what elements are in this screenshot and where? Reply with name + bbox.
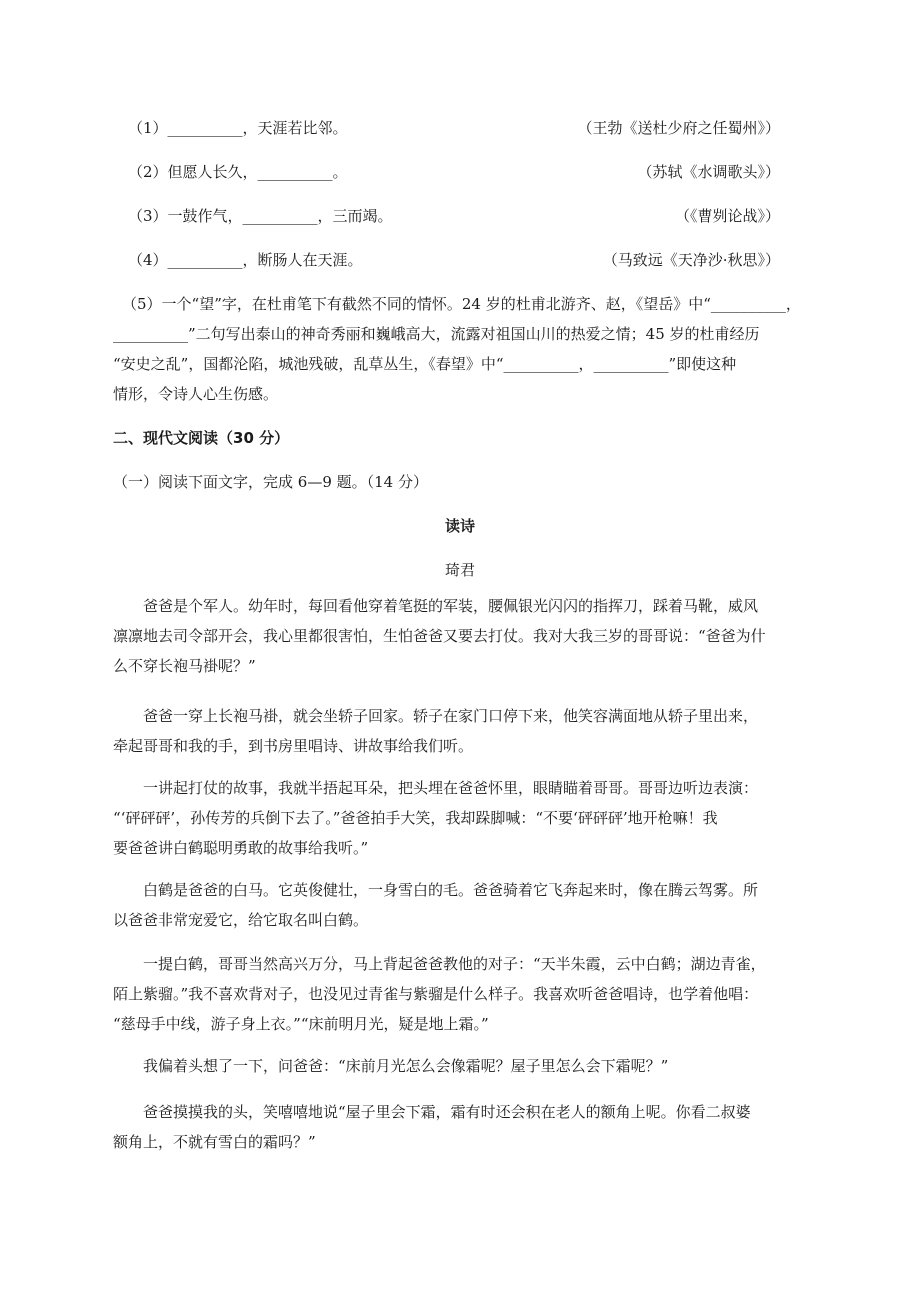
article-line: “‘砰砰砰’，孙传芳的兵倒下去了。”爸爸拍手大笑，我却跺脚喊：“不要‘砰砰砰’地开枪嘛！我 [113,809,718,827]
q5-line-4: 情形，令诗人心生伤感。 [113,385,279,403]
section-sub-heading: （一）阅读下面文字，完成 6—9 题。（14 分） [113,473,428,491]
article-line: 我偏着头想了一下，问爸爸：“床前月光怎么会像霜呢？屋子里怎么会下霜呢？” [143,1057,669,1075]
article-line: 凛凛地去司令部开会，我心里都很害怕，生怕爸爸又要去打仗。我对大我三岁的哥哥说：“爸爸为什 [113,627,766,645]
article-line: “慈母手中线，游子身上衣。”“床前明月光，疑是地上霜。” [113,1015,489,1033]
article-line: 一讲起打仗的故事，我就半捂起耳朵，把头埋在爸爸怀里，眼睛瞄着哥哥。哥哥边听边表演： [143,779,759,797]
article-line: 要爸爸讲白鹤聪明勇敢的故事给我听。” [113,839,369,857]
fill-in-source-1: （王勃《送杜少府之任蜀州》） [577,119,780,137]
article-line: 爸爸摸摸我的头，笑嘻嘻地说“屋子里会下霜，霜有时还会积在老人的额角上呢。你看二叔婆 [143,1103,751,1121]
article-line: 白鹤是爸爸的白马。它英俊健壮，一身雪白的毛。爸爸骑着它飞奔起来时，像在腾云驾雾。所 [143,881,759,899]
fill-in-item-4: （4）__________，断肠人在天涯。 [128,251,363,269]
q5-line-3: “安史之乱”，国都沦陷，城池残破，乱草丛生，《春望》中“__________，__________”即使这种 [113,355,737,373]
fill-in-source-4: （马致远《天净沙·秋思》） [602,251,780,269]
article-line: 么不穿长袍马褂呢？” [113,657,256,675]
fill-in-source-2: （苏轼《水调歌头》） [637,163,780,181]
article-line: 以爸爸非常宠爱它，给它取名叫白鹤。 [113,911,369,929]
fill-in-item-1: （1）__________，天涯若比邻。 [128,119,348,137]
section-heading: 二、现代文阅读（30 分） [113,429,290,447]
fill-in-item-2: （2）但愿人长久，__________。 [128,163,348,181]
article-line: 陌上紫骝。”我不喜欢背对子，也没见过青雀与紫骝是什么样子。我喜欢听爸爸唱诗，也学着他唱： [113,985,759,1003]
q5-line-1: （5）一个“望”字，在杜甫笔下有截然不同的情怀。24 岁的杜甫北游齐、赵，《望岳》中“__________， [122,295,801,313]
article-line: 爸爸一穿上长袍马褂，就会坐轿子回家。轿子在家门口停下来，他笑容满面地从轿子里出来， [143,707,759,725]
fill-in-item-3: （3）一鼓作气，__________，三而竭。 [128,207,393,225]
article-title: 读诗 [444,517,475,535]
article-author: 琦君 [444,561,475,579]
article-line: 爸爸是个军人。幼年时，每回看他穿着笔挺的军装，腰佩银光闪闪的指挥刀，踩着马靴，威风 [143,597,759,615]
fill-in-source-3: （《曹刿论战》） [674,207,780,225]
article-line: 牵起哥哥和我的手，到书房里唱诗、讲故事给我们听。 [113,737,474,755]
article-line: 一提白鹤，哥哥当然高兴万分，马上背起爸爸教他的对子：“天半朱霞，云中白鹤；湖边青雀， [143,955,766,973]
q5-line-2: __________”二句写出泰山的神奇秀丽和巍峨高大，流露对祖国山川的热爱之情；45 岁的杜甫经历 [113,325,760,343]
article-line: 额角上，不就有雪白的霜吗？” [113,1133,316,1151]
